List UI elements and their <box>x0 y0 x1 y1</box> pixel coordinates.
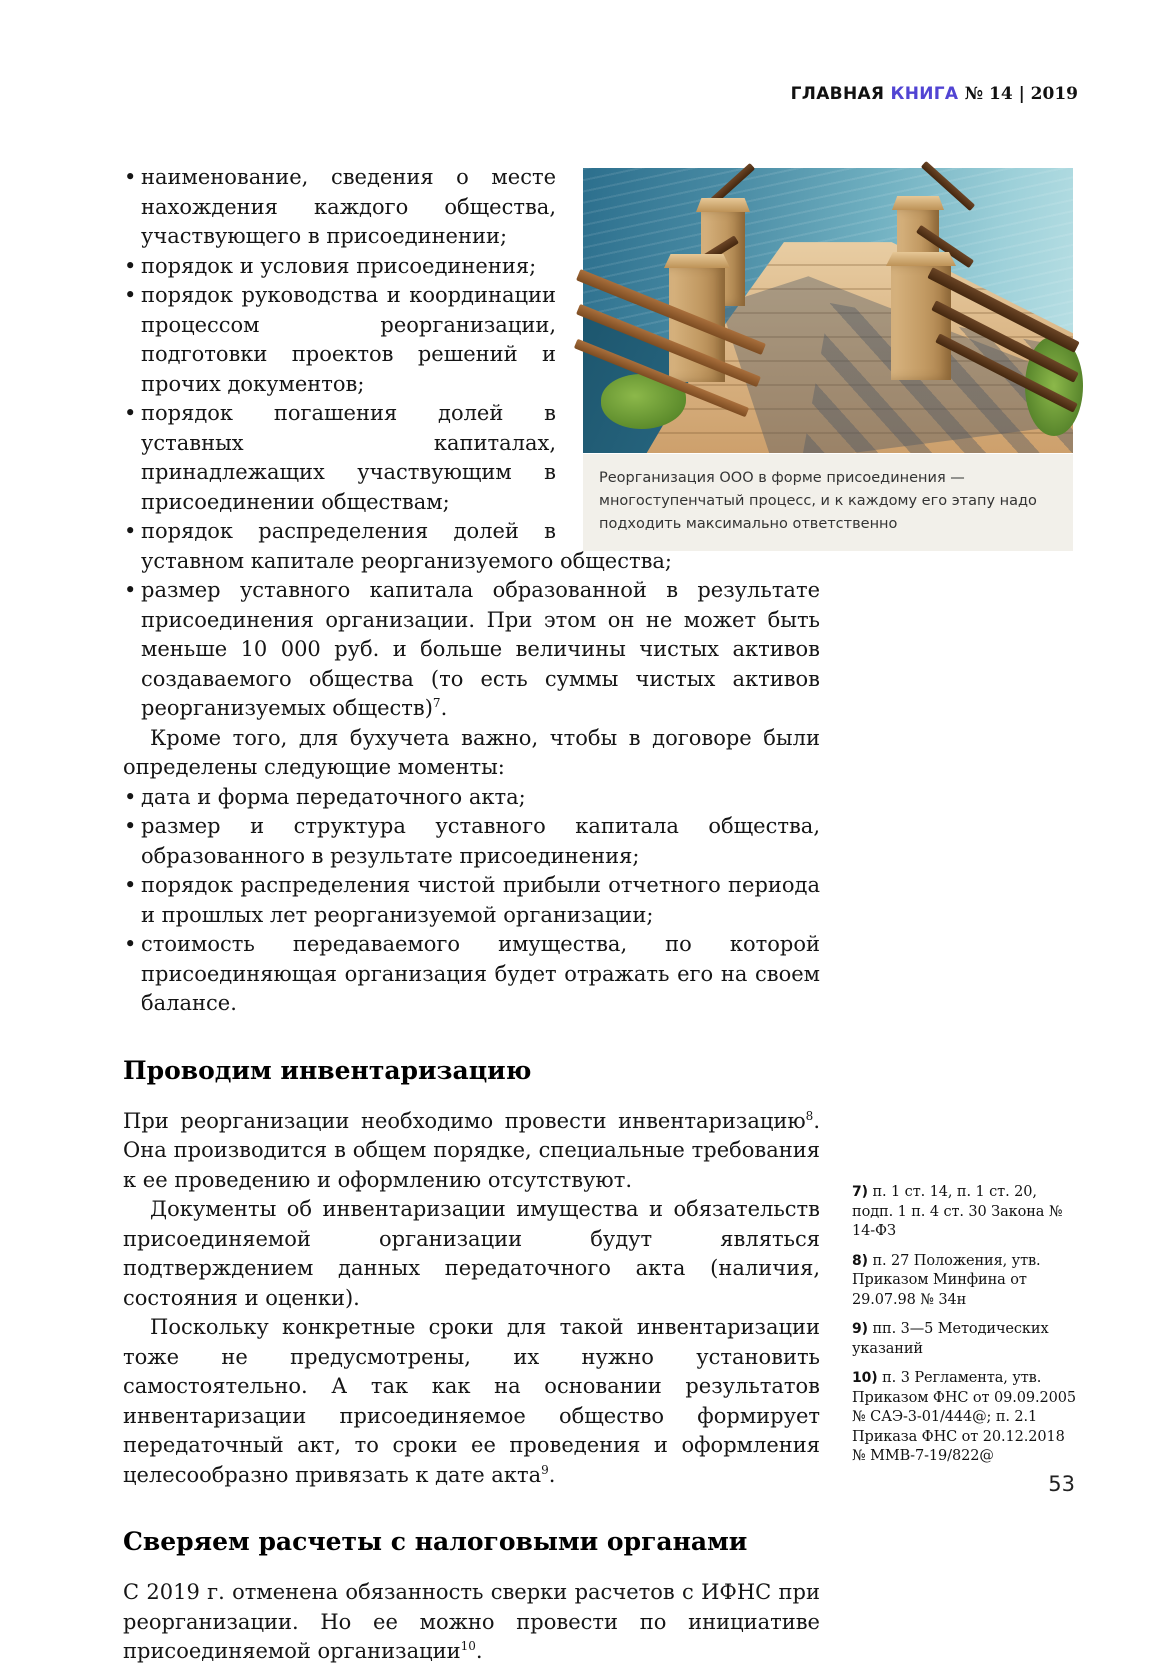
brand-name-accent: КНИГА <box>890 84 959 104</box>
footnote-ref-7: 7 <box>432 696 441 710</box>
footnote-number: 7) <box>852 1184 868 1200</box>
paragraph-text: При реорганизации необходимо провести инвентаризацию <box>123 1108 806 1133</box>
footnote-text: пп. 3—5 Методических указаний <box>852 1321 1049 1357</box>
list-item-text: размер уставного капитала образованной в результате присоединения организации. При этом он не может быть меньше 10 000 руб. и больше величины чистых активов создаваемого общества (то есть суммы чистых активов реорганизуемых обществ) <box>141 578 820 720</box>
list-item: • стоимость передаваемого имущества, по которой присоединяющая организация будет отражать его на своем балансе. <box>123 930 820 1019</box>
paragraph-tail: . <box>475 1639 483 1663</box>
footnote-text: п. 27 Положения, утв. Приказом Минфина от 29.07.98 № 34н <box>852 1252 1041 1308</box>
footnote-8 <box>852 1252 1082 1311</box>
footnote-9 <box>852 1320 1082 1359</box>
paragraph-tail: . <box>548 1462 556 1487</box>
list-item <box>123 576 820 724</box>
list-item: • наименование, сведения о месте нахождения каждого общества, участвующего в присоединении; <box>123 163 820 252</box>
list-item-tail: . <box>440 696 448 720</box>
accounting-points-list <box>123 783 820 1019</box>
paragraph <box>123 1313 820 1490</box>
section-title-inventory: Проводим инвентаризацию <box>123 1055 532 1085</box>
paragraph-text: С 2019 г. отменена обязанность сверки расчетов с ИФНС при реорганизации. Но ее можно провести по инициативе присоединяемой организации <box>123 1580 820 1663</box>
issue-info: № 14 | 2019 <box>964 84 1078 104</box>
agreement-terms-list <box>123 163 820 724</box>
margin-footnotes <box>852 1183 1082 1477</box>
list-item: • порядок погашения долей в уставных капиталах, принадлежащих участвующим в присоединении обществам; <box>123 399 820 517</box>
list-item: • порядок и условия присоединения; <box>123 252 820 282</box>
page-number: 53 <box>1048 1472 1075 1496</box>
footnote-number: 10) <box>852 1370 878 1386</box>
paragraph-tail: . Она производится в общем порядке, специальные требования к ее проведению и оформлению отсутствуют. <box>123 1108 820 1192</box>
list-item: • порядок распределения чистой прибыли отчетного периода и прошлых лет реорганизуемой организации; <box>123 871 820 930</box>
section-title-tax: Сверяем расчеты с налоговыми органами <box>123 1527 748 1556</box>
list-item: • размер и структура уставного капитала общества, образованного в результате присоединения; <box>123 812 820 871</box>
footnote-7 <box>852 1183 1082 1242</box>
footnote-10 <box>852 1369 1082 1467</box>
list-item: • порядок распределения долей в уставном капитале реорганизуемого общества; <box>123 517 820 576</box>
paragraph <box>123 1578 820 1667</box>
paragraph <box>123 1107 820 1196</box>
photo-caption: Реорганизация ООО в форме присоединения — многоступенчатый процесс, и к каждому его этапу надо подходить максимально ответственно <box>583 454 1073 551</box>
list-item: • порядок руководства и координации процессом реорганизации, подготовки проектов решений и прочих документов; <box>123 281 820 399</box>
paragraph: Документы об инвентаризации имущества и обязательств присоединяемой организации будут являться подтверждением данных передаточного акта (наличия, состояния и оценки). <box>123 1197 820 1310</box>
footnote-ref-9: 9 <box>541 1462 549 1477</box>
article-body <box>123 163 820 1667</box>
footnote-number: 9) <box>852 1321 868 1337</box>
magazine-header <box>393 84 1078 104</box>
brand-name-black: ГЛАВНАЯ <box>790 84 885 104</box>
footnote-ref-10: 10 <box>460 1639 476 1653</box>
footnote-number: 8) <box>852 1252 868 1269</box>
footnote-text: п. 3 Регламента, утв. Приказом ФНС от 09.09.2005 № САЭ-3-01/444@; п. 2.1 Приказа ФНС от 20.12.2018 № ММВ-7-19/822@ <box>852 1370 1076 1464</box>
list-item: • дата и форма передаточного акта; <box>123 783 820 813</box>
footnote-ref-8: 8 <box>805 1108 814 1123</box>
footnote-text: п. 1 ст. 14, п. 1 ст. 20, подп. 1 п. 4 ст. 30 Закона № 14-ФЗ <box>852 1184 1063 1239</box>
paragraph-text: Поскольку конкретные сроки для такой инвентаризации тоже не предусмотрены, их нужно установить самостоятельно. А так как на основании результатов инвентаризации присоединяемое общество формирует передаточный акт, то сроки ее проведения и оформления целесообразно привязать к дате акта <box>123 1315 820 1487</box>
paragraph: Кроме того, для бухучета важно, чтобы в договоре были определены следующие моменты: <box>123 725 820 779</box>
